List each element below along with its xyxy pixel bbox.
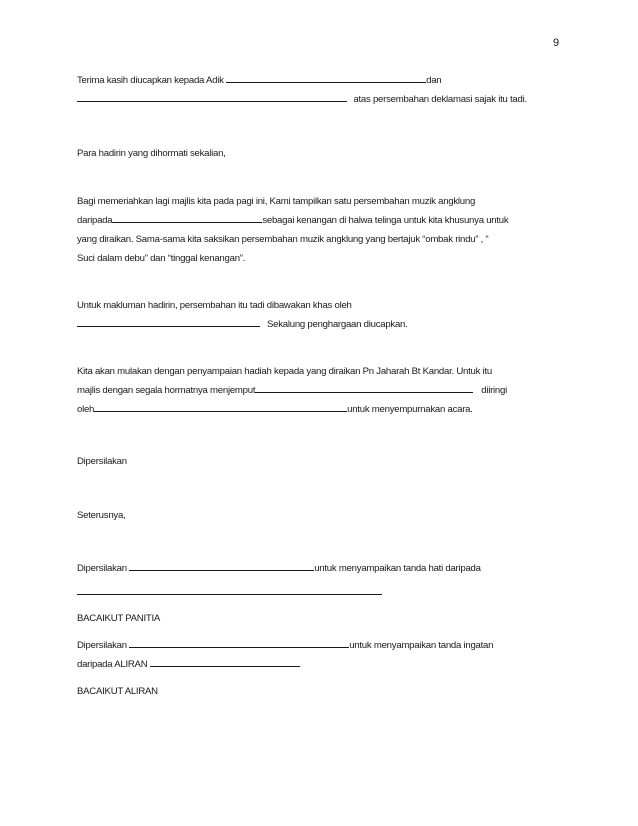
thanks-text-b: dan	[426, 75, 442, 86]
invite-2-line-1	[77, 559, 572, 578]
thanks-line-1	[77, 71, 572, 90]
award-text-d: untuk menyempurnakan acara.	[347, 404, 473, 415]
info-line-2	[77, 315, 572, 334]
award-text-a: majlis dengan segala hormatnya menjemput	[77, 385, 256, 396]
angklung-line-1: Bagi memeriahkan lagi majlis kita pada pagi ini, Kami tampilkan satu persembahan muzik angklung	[77, 196, 476, 207]
award-line-1: Kita akan mulakan dengan penyampaian hadiah kepada yang diraikan Pn Jaharah Bt Kandar. Untuk itu	[77, 366, 492, 377]
invite-3-text-a: Dipersilakan	[77, 640, 130, 651]
invite-3-text-b: untuk menyampaikan tanda ingatan	[349, 640, 494, 651]
blank-field[interactable]	[94, 402, 347, 412]
invite-2-text-b: untuk menyampaikan tanda hati daripada	[314, 563, 481, 574]
invite-3-line-1	[77, 636, 572, 655]
blank-field[interactable]	[112, 213, 262, 223]
invite-1-text: Dipersilakan	[77, 456, 127, 467]
angklung-line-2	[77, 211, 572, 230]
angklung-line-4: Suci dalam debu” dan “tinggal kenangan”.	[77, 253, 246, 264]
blank-field[interactable]	[77, 585, 382, 595]
invite-3-line-2	[77, 655, 572, 674]
blank-field[interactable]	[226, 73, 426, 83]
blank-field[interactable]	[129, 638, 349, 648]
thanks-text-a: Terima kasih diucapkan kepada Adik	[77, 75, 227, 86]
invite-2-line-2	[77, 583, 572, 602]
info-line-1: Untuk makluman hadirin, persembahan itu tadi dibawakan khas oleh	[77, 300, 352, 311]
thanks-text-c: atas persembahan deklamasi sajak itu tadi.	[351, 94, 527, 105]
blank-field[interactable]	[129, 561, 314, 571]
angklung-text-a: daripada	[77, 215, 113, 226]
thanks-line-2	[77, 90, 572, 109]
award-text-b: diiringi	[481, 385, 507, 396]
blank-field[interactable]	[77, 317, 260, 327]
next-text: Seterusnya,	[77, 510, 126, 521]
info-text-b: Sekalung penghargaan diucapkan.	[267, 319, 408, 330]
blank-field[interactable]	[77, 92, 347, 102]
award-text-c: oleh	[77, 404, 95, 415]
greeting-text: Para hadirin yang dihormati sekalian,	[77, 148, 226, 159]
invite-3-line-3: BACAIKUT ALIRAN	[77, 686, 158, 697]
angklung-line-3: yang diraikan. Sama-sama kita saksikan persembahan muzik angklung yang bertajuk “ombak rindu” , “	[77, 234, 489, 245]
invite-3-text-c: daripada ALIRAN	[77, 659, 150, 670]
blank-field[interactable]	[255, 383, 473, 393]
blank-field[interactable]	[150, 657, 300, 667]
invite-2-line-3: BACAIKUT PANITIA	[77, 613, 161, 624]
award-line-2	[77, 381, 572, 400]
angklung-text-b: sebagai kenangan di halwa telinga untuk kita khusunya untuk	[262, 215, 509, 226]
page-number: 9	[553, 37, 560, 49]
award-line-3	[77, 400, 572, 419]
invite-2-text-a: Dipersilakan	[77, 563, 130, 574]
